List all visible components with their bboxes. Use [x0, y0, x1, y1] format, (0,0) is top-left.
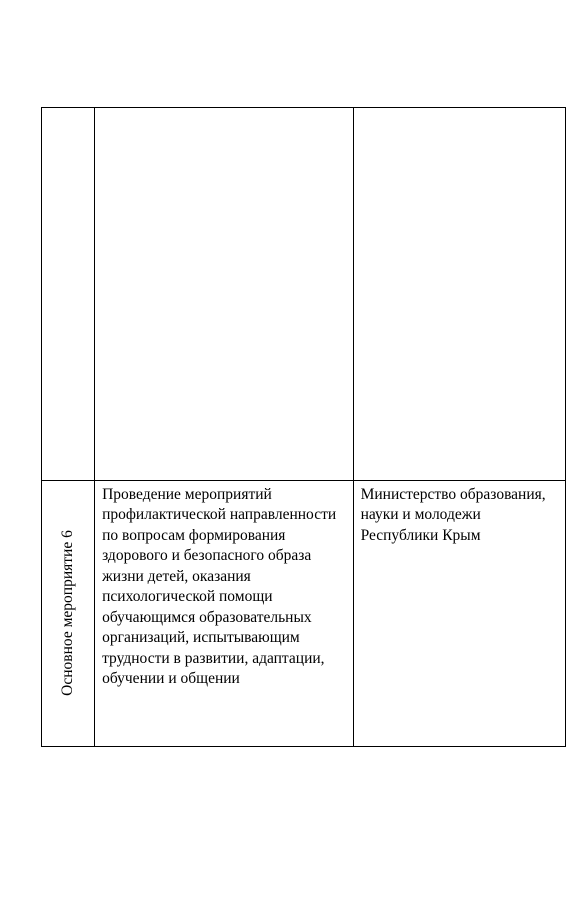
measure-label-cell: [42, 480, 95, 746]
table-cell-empty-2: [95, 108, 353, 481]
table-cell-empty-3: [353, 108, 565, 481]
responsible-executor: Министерство образования, науки и молодежи Республики Крым: [360, 485, 546, 544]
measures-table: [41, 107, 566, 747]
table-cell-empty-1: [42, 108, 95, 481]
table-row-measure-6: [42, 480, 566, 746]
measure-label: Основное мероприятие 6: [58, 530, 76, 697]
measure-description: Проведение мероприятий профилактической направленности по вопросам формирования здорового и безопасного образа жизни детей, оказания психологической помощи обучающимся образовательных организаций, испытывающим трудности в развитии, адаптации, обучении и общении: [102, 485, 337, 688]
table-row-empty: [42, 108, 566, 481]
responsible-cell: [353, 480, 565, 746]
measure-description-cell: [95, 480, 353, 746]
